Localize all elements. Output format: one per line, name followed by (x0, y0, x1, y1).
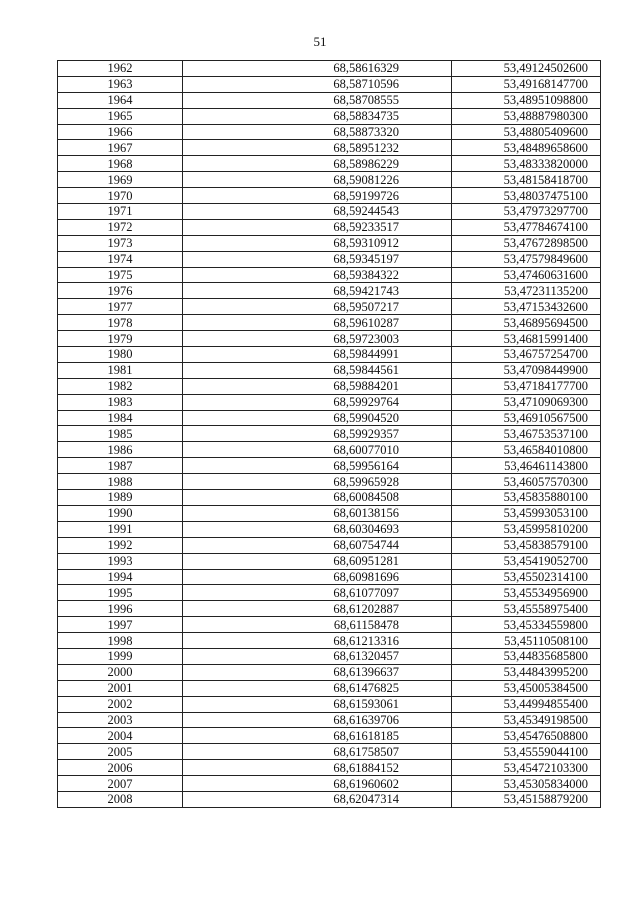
point-number-cell: 1962 (58, 61, 183, 77)
point-number-cell: 1983 (58, 394, 183, 410)
x-coordinate-cell: 68,61476825 (183, 680, 452, 696)
point-number-cell: 1988 (58, 474, 183, 490)
table-row (58, 410, 601, 426)
x-coordinate-cell: 68,61960602 (183, 776, 452, 792)
point-number-cell: 1979 (58, 331, 183, 347)
table-row (58, 61, 601, 77)
point-number-cell: 1998 (58, 633, 183, 649)
y-coordinate-cell: 53,47784674100 (452, 219, 601, 235)
y-coordinate-cell: 53,47672898500 (452, 235, 601, 251)
y-coordinate-cell: 53,47579849600 (452, 251, 601, 267)
y-coordinate-cell: 53,46461143800 (452, 458, 601, 474)
point-number-cell: 2003 (58, 712, 183, 728)
x-coordinate-cell: 68,59384322 (183, 267, 452, 283)
point-number-cell: 1982 (58, 378, 183, 394)
x-coordinate-cell: 68,58834735 (183, 108, 452, 124)
x-coordinate-cell: 68,58986229 (183, 156, 452, 172)
coordinates-table-body (58, 61, 601, 808)
table-row (58, 299, 601, 315)
table-row (58, 442, 601, 458)
point-number-cell: 1987 (58, 458, 183, 474)
point-number-cell: 1967 (58, 140, 183, 156)
x-coordinate-cell: 68,61077097 (183, 585, 452, 601)
point-number-cell: 1976 (58, 283, 183, 299)
y-coordinate-cell: 53,48489658600 (452, 140, 601, 156)
table-row (58, 712, 601, 728)
table-row (58, 251, 601, 267)
x-coordinate-cell: 68,58708555 (183, 92, 452, 108)
x-coordinate-cell: 68,59884201 (183, 378, 452, 394)
point-number-cell: 1970 (58, 188, 183, 204)
x-coordinate-cell: 68,61884152 (183, 760, 452, 776)
table-row (58, 744, 601, 760)
y-coordinate-cell: 53,45334559800 (452, 617, 601, 633)
point-number-cell: 1984 (58, 410, 183, 426)
y-coordinate-cell: 53,46895694500 (452, 315, 601, 331)
x-coordinate-cell: 68,61593061 (183, 696, 452, 712)
point-number-cell: 1986 (58, 442, 183, 458)
table-row (58, 505, 601, 521)
x-coordinate-cell: 68,58873320 (183, 124, 452, 140)
x-coordinate-cell: 68,61758507 (183, 744, 452, 760)
table-row (58, 156, 601, 172)
y-coordinate-cell: 53,45534956900 (452, 585, 601, 601)
table-row (58, 537, 601, 553)
page-number: 51 (313, 34, 327, 49)
point-number-cell: 2007 (58, 776, 183, 792)
table-row (58, 362, 601, 378)
x-coordinate-cell: 68,59929764 (183, 394, 452, 410)
point-number-cell: 2001 (58, 680, 183, 696)
y-coordinate-cell: 53,45502314100 (452, 569, 601, 585)
x-coordinate-cell: 68,59929357 (183, 426, 452, 442)
x-coordinate-cell: 68,59310912 (183, 235, 452, 251)
y-coordinate-cell: 53,45558975400 (452, 601, 601, 617)
point-number-cell: 1977 (58, 299, 183, 315)
point-number-cell: 1996 (58, 601, 183, 617)
y-coordinate-cell: 53,45835880100 (452, 490, 601, 506)
x-coordinate-cell: 68,58951232 (183, 140, 452, 156)
x-coordinate-cell: 68,59507217 (183, 299, 452, 315)
x-coordinate-cell: 68,59345197 (183, 251, 452, 267)
y-coordinate-cell: 53,46584010800 (452, 442, 601, 458)
point-number-cell: 1966 (58, 124, 183, 140)
x-coordinate-cell: 68,60951281 (183, 553, 452, 569)
table-row (58, 601, 601, 617)
point-number-cell: 2000 (58, 664, 183, 680)
table-row (58, 617, 601, 633)
table-row (58, 267, 601, 283)
point-number-cell: 1981 (58, 362, 183, 378)
y-coordinate-cell: 53,47973297700 (452, 204, 601, 220)
table-row (58, 108, 601, 124)
point-number-cell: 1999 (58, 648, 183, 664)
y-coordinate-cell: 53,45005384500 (452, 680, 601, 696)
point-number-cell: 1985 (58, 426, 183, 442)
x-coordinate-cell: 68,59844561 (183, 362, 452, 378)
point-number-cell: 1969 (58, 172, 183, 188)
coordinates-table (57, 60, 601, 808)
table-row (58, 219, 601, 235)
y-coordinate-cell: 53,45158879200 (452, 791, 601, 807)
point-number-cell: 1991 (58, 521, 183, 537)
table-row (58, 92, 601, 108)
x-coordinate-cell: 68,59723003 (183, 331, 452, 347)
x-coordinate-cell: 68,60077010 (183, 442, 452, 458)
table-row (58, 394, 601, 410)
point-number-cell: 2008 (58, 791, 183, 807)
y-coordinate-cell: 53,44994855400 (452, 696, 601, 712)
x-coordinate-cell: 68,59244543 (183, 204, 452, 220)
table-row (58, 378, 601, 394)
point-number-cell: 1975 (58, 267, 183, 283)
table-row (58, 728, 601, 744)
x-coordinate-cell: 68,61202887 (183, 601, 452, 617)
table-row (58, 76, 601, 92)
x-coordinate-cell: 68,59610287 (183, 315, 452, 331)
x-coordinate-cell: 68,58616329 (183, 61, 452, 77)
x-coordinate-cell: 68,60754744 (183, 537, 452, 553)
table-row (58, 633, 601, 649)
y-coordinate-cell: 53,47231135200 (452, 283, 601, 299)
y-coordinate-cell: 53,45349198500 (452, 712, 601, 728)
x-coordinate-cell: 68,60981696 (183, 569, 452, 585)
point-number-cell: 1992 (58, 537, 183, 553)
table-row (58, 347, 601, 363)
table-row (58, 140, 601, 156)
y-coordinate-cell: 53,47153432600 (452, 299, 601, 315)
table-row (58, 235, 601, 251)
point-number-cell: 1973 (58, 235, 183, 251)
y-coordinate-cell: 53,46815991400 (452, 331, 601, 347)
x-coordinate-cell: 68,59421743 (183, 283, 452, 299)
x-coordinate-cell: 68,59199726 (183, 188, 452, 204)
table-row (58, 315, 601, 331)
x-coordinate-cell: 68,59965928 (183, 474, 452, 490)
table-row (58, 204, 601, 220)
x-coordinate-cell: 68,61320457 (183, 648, 452, 664)
point-number-cell: 2005 (58, 744, 183, 760)
y-coordinate-cell: 53,48333820000 (452, 156, 601, 172)
point-number-cell: 1993 (58, 553, 183, 569)
y-coordinate-cell: 53,49124502600 (452, 61, 601, 77)
x-coordinate-cell: 68,61158478 (183, 617, 452, 633)
y-coordinate-cell: 53,48951098800 (452, 92, 601, 108)
x-coordinate-cell: 68,59844991 (183, 347, 452, 363)
table-row (58, 188, 601, 204)
x-coordinate-cell: 68,59233517 (183, 219, 452, 235)
y-coordinate-cell: 53,44835685800 (452, 648, 601, 664)
point-number-cell: 2004 (58, 728, 183, 744)
y-coordinate-cell: 53,47460631600 (452, 267, 601, 283)
x-coordinate-cell: 68,61396637 (183, 664, 452, 680)
y-coordinate-cell: 53,47098449900 (452, 362, 601, 378)
y-coordinate-cell: 53,45476508800 (452, 728, 601, 744)
y-coordinate-cell: 53,44843995200 (452, 664, 601, 680)
y-coordinate-cell: 53,48037475100 (452, 188, 601, 204)
y-coordinate-cell: 53,46910567500 (452, 410, 601, 426)
y-coordinate-cell: 53,45559044100 (452, 744, 601, 760)
x-coordinate-cell: 68,61213316 (183, 633, 452, 649)
y-coordinate-cell: 53,45838579100 (452, 537, 601, 553)
point-number-cell: 1997 (58, 617, 183, 633)
table-row (58, 521, 601, 537)
x-coordinate-cell: 68,58710596 (183, 76, 452, 92)
table-row (58, 585, 601, 601)
y-coordinate-cell: 53,47184177700 (452, 378, 601, 394)
y-coordinate-cell: 53,46057570300 (452, 474, 601, 490)
point-number-cell: 1972 (58, 219, 183, 235)
table-row (58, 776, 601, 792)
y-coordinate-cell: 53,49168147700 (452, 76, 601, 92)
table-row (58, 791, 601, 807)
point-number-cell: 1974 (58, 251, 183, 267)
y-coordinate-cell: 53,45995810200 (452, 521, 601, 537)
y-coordinate-cell: 53,48805409600 (452, 124, 601, 140)
y-coordinate-cell: 53,48158418700 (452, 172, 601, 188)
table-row (58, 680, 601, 696)
table-row (58, 124, 601, 140)
table-row (58, 458, 601, 474)
table-row (58, 696, 601, 712)
point-number-cell: 1978 (58, 315, 183, 331)
table-row (58, 569, 601, 585)
table-row (58, 331, 601, 347)
point-number-cell: 1990 (58, 505, 183, 521)
point-number-cell: 1964 (58, 92, 183, 108)
y-coordinate-cell: 53,45419052700 (452, 553, 601, 569)
point-number-cell: 1980 (58, 347, 183, 363)
point-number-cell: 1995 (58, 585, 183, 601)
point-number-cell: 2006 (58, 760, 183, 776)
point-number-cell: 1971 (58, 204, 183, 220)
y-coordinate-cell: 53,46757254700 (452, 347, 601, 363)
x-coordinate-cell: 68,59081226 (183, 172, 452, 188)
table-row (58, 664, 601, 680)
table-row (58, 490, 601, 506)
point-number-cell: 1968 (58, 156, 183, 172)
y-coordinate-cell: 53,45472103300 (452, 760, 601, 776)
table-row (58, 172, 601, 188)
table-row (58, 426, 601, 442)
table-row (58, 553, 601, 569)
x-coordinate-cell: 68,60304693 (183, 521, 452, 537)
table-row (58, 648, 601, 664)
x-coordinate-cell: 68,61618185 (183, 728, 452, 744)
y-coordinate-cell: 53,47109069300 (452, 394, 601, 410)
point-number-cell: 1963 (58, 76, 183, 92)
x-coordinate-cell: 68,62047314 (183, 791, 452, 807)
point-number-cell: 1965 (58, 108, 183, 124)
table-row (58, 283, 601, 299)
x-coordinate-cell: 68,61639706 (183, 712, 452, 728)
y-coordinate-cell: 53,45993053100 (452, 505, 601, 521)
x-coordinate-cell: 68,60084508 (183, 490, 452, 506)
table-row (58, 474, 601, 490)
point-number-cell: 1989 (58, 490, 183, 506)
y-coordinate-cell: 53,46753537100 (452, 426, 601, 442)
y-coordinate-cell: 53,45305834000 (452, 776, 601, 792)
x-coordinate-cell: 68,60138156 (183, 505, 452, 521)
table-row (58, 760, 601, 776)
y-coordinate-cell: 53,45110508100 (452, 633, 601, 649)
point-number-cell: 2002 (58, 696, 183, 712)
x-coordinate-cell: 68,59904520 (183, 410, 452, 426)
x-coordinate-cell: 68,59956164 (183, 458, 452, 474)
y-coordinate-cell: 53,48887980300 (452, 108, 601, 124)
point-number-cell: 1994 (58, 569, 183, 585)
